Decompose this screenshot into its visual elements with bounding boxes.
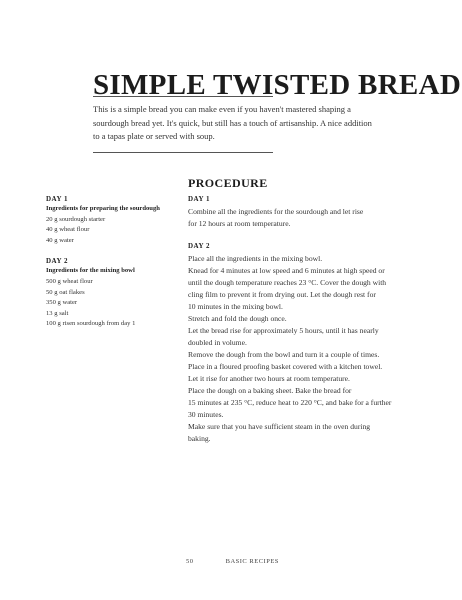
procedure-line: Knead for 4 minutes at low speed and 6 minutes at high speed or [188, 266, 385, 275]
procedure-line: 10 minutes in the mixing bowl. [188, 302, 283, 311]
procedure-line: doubled in volume. [188, 338, 247, 347]
page-title: SIMPLE TWISTED BREAD [93, 69, 462, 102]
procedure-day1-heading: DAY 1 [188, 195, 211, 203]
ingredient-item: 40 g wheat flour [46, 226, 90, 234]
procedure-line: Let it rise for another two hours at room temperature. [188, 374, 350, 383]
ingredients-day2-list [46, 277, 171, 330]
procedure-line: Place all the ingredients in the mixing bowl. [188, 254, 323, 263]
intro-bottom-rule [93, 152, 273, 153]
ingredient-item: 50 g oat flakes [46, 288, 85, 296]
ingredients-day2-heading: DAY 2 [46, 257, 69, 266]
procedure-line: cling film to prevent it from drying out. Let the dough rest for [188, 290, 376, 299]
ingredients-day1-list [46, 215, 171, 247]
procedure-line: baking. [188, 434, 211, 443]
ingredients-day1-heading: DAY 1 [46, 195, 69, 203]
procedure-line: 30 minutes. [188, 410, 224, 419]
procedure-line: Make sure that you have sufficient steam in the oven during [188, 422, 371, 431]
ingredient-item: 13 g salt [46, 309, 69, 317]
ingredient-item: 500 g wheat flour [46, 277, 93, 285]
intro-top-rule [93, 96, 273, 97]
ingredients-day2-subheading: Ingredients for the mixing bowl [46, 267, 135, 275]
ingredient-item: 40 g water [46, 236, 74, 244]
procedure-line: Stretch and fold the dough once. [188, 314, 287, 323]
page-footer [186, 558, 279, 565]
ingredient-item: 100 g risen sourdough from day 1 [46, 320, 136, 328]
procedure-line: Place the dough on a baking sheet. Bake the bread for [188, 386, 352, 395]
procedure-column [188, 176, 433, 445]
procedure-heading: PROCEDURE [188, 176, 268, 190]
ingredients-column [46, 194, 171, 330]
section-name: BASIC RECIPES [225, 558, 279, 565]
procedure-day1-steps [188, 206, 433, 230]
procedure-day2-heading: DAY 2 [188, 242, 211, 250]
ingredient-item: 20 g sourdough starter [46, 215, 106, 223]
procedure-line: Remove the dough from the bowl and turn it a couple of times. [188, 350, 380, 359]
ingredients-day1-subheading: Ingredients for preparing the sourdough [46, 205, 160, 212]
procedure-line: Place in a floured proofing basket covered with a kitchen towel. [188, 362, 383, 371]
procedure-line: Let the bread rise for approximately 5 hours, until it has nearly [188, 326, 379, 335]
procedure-line: until the dough temperature reaches 23 °C. Cover the dough with [188, 278, 387, 287]
procedure-line: 15 minutes at 235 °C, reduce heat to 220 °C, and bake for a further [188, 398, 392, 407]
procedure-line: for 12 hours at room temperature. [188, 219, 291, 228]
procedure-line: Combine all the ingredients for the sourdough and let rise [188, 207, 364, 216]
procedure-day2-steps [188, 253, 433, 445]
page-number: 50 [186, 558, 194, 565]
ingredient-item: 350 g water [46, 299, 78, 307]
intro-text: This is a simple bread you can make even if you haven't mastered shaping a sourdough bread yet. It's quick, but still has a touch of artisanship. A nice addition to a tapas plate or served with soup. [93, 104, 372, 141]
